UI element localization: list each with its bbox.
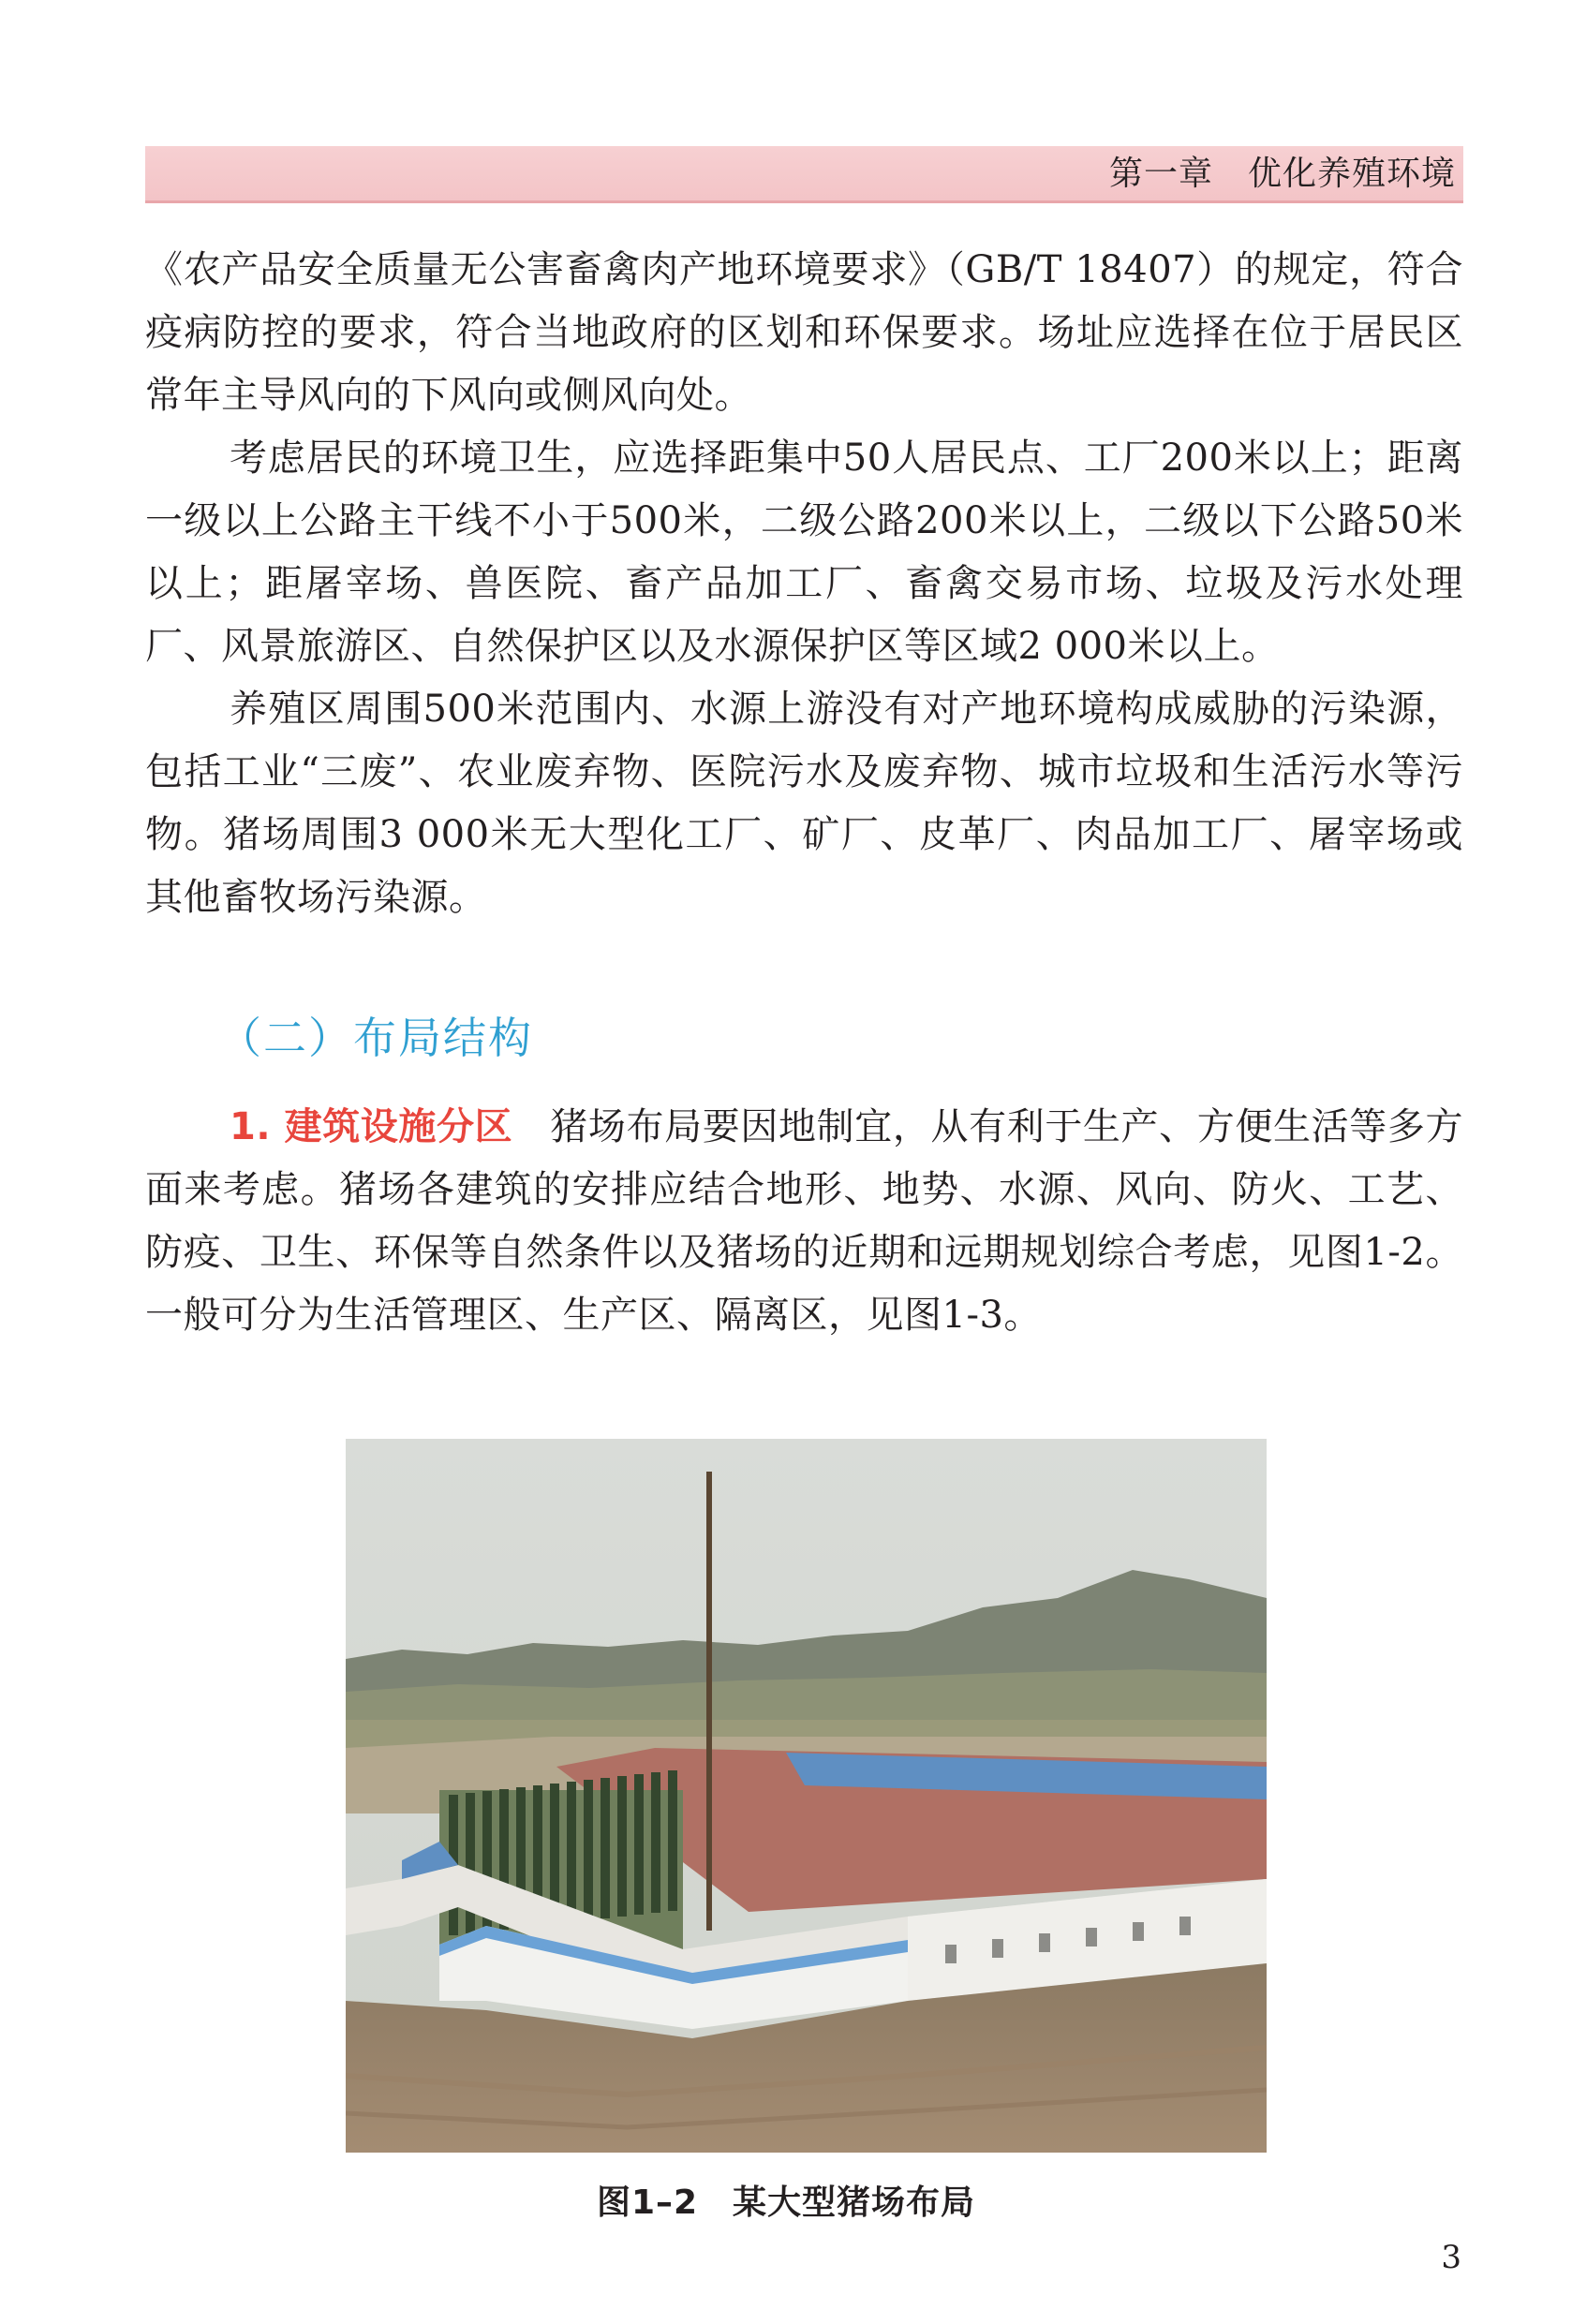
section-heading: （二）布局结构 [218,1013,533,1063]
pig-farm-photo [346,1439,1267,2153]
page-number: 3 [1441,2239,1461,2276]
subsection-text: 猪场布局要因地制宜，从有利于生产、方便生活等多方面来考虑。猪场各建筑的安排应结合地形、地势、水源、风向、防火、工艺、防疫、卫生、环保等自然条件以及猪场的近期和远期规划综合考虑，见图1-2。一般可分为生活管理区、生产区、隔离区，见图1-3。 [145,1105,1463,1337]
figure-caption: 图1–2 某大型猪场布局 [596,2183,976,2222]
paragraph-3: 养殖区周围500米范围内、水源上游没有对产地环境构成威胁的污染源，包括工业“三废”、农业废弃物、医院污水及废弃物、城市垃圾和生活污水等污物。猪场周围3 000米无大型化工厂、矿厂、皮革厂、肉品加工厂、屠宰场或其他畜牧场污染源。 [145,688,1463,919]
subsection-paragraph [145,1096,1463,1347]
subsection-heading: 1. 建筑设施分区 [230,1105,513,1148]
paragraph-1: 《农产品安全质量无公害畜禽肉产地环境要求》（GB/T 18407）的规定，符合疫病防控的要求，符合当地政府的区划和环保要求。场址应选择在位于居民区常年主导风向的下风向或侧风向处。 [145,248,1463,417]
body-block-2 [145,1096,1463,1347]
chapter-title: 第一章 优化养殖环境 [1108,155,1456,193]
body-block-1 [145,239,1463,929]
header-rule [145,200,1463,203]
paragraph-2: 考虑居民的环境卫生，应选择距集中50人居民点、工厂200米以上；距离一级以上公路主干线不小于500米，二级公路200米以上，二级以下公路50米以上；距屠宰场、兽医院、畜产品加工厂、畜禽交易市场、垃圾及污水处理厂、风景旅游区、自然保护区以及水源保护区等区域2 000米以上。 [145,437,1463,668]
